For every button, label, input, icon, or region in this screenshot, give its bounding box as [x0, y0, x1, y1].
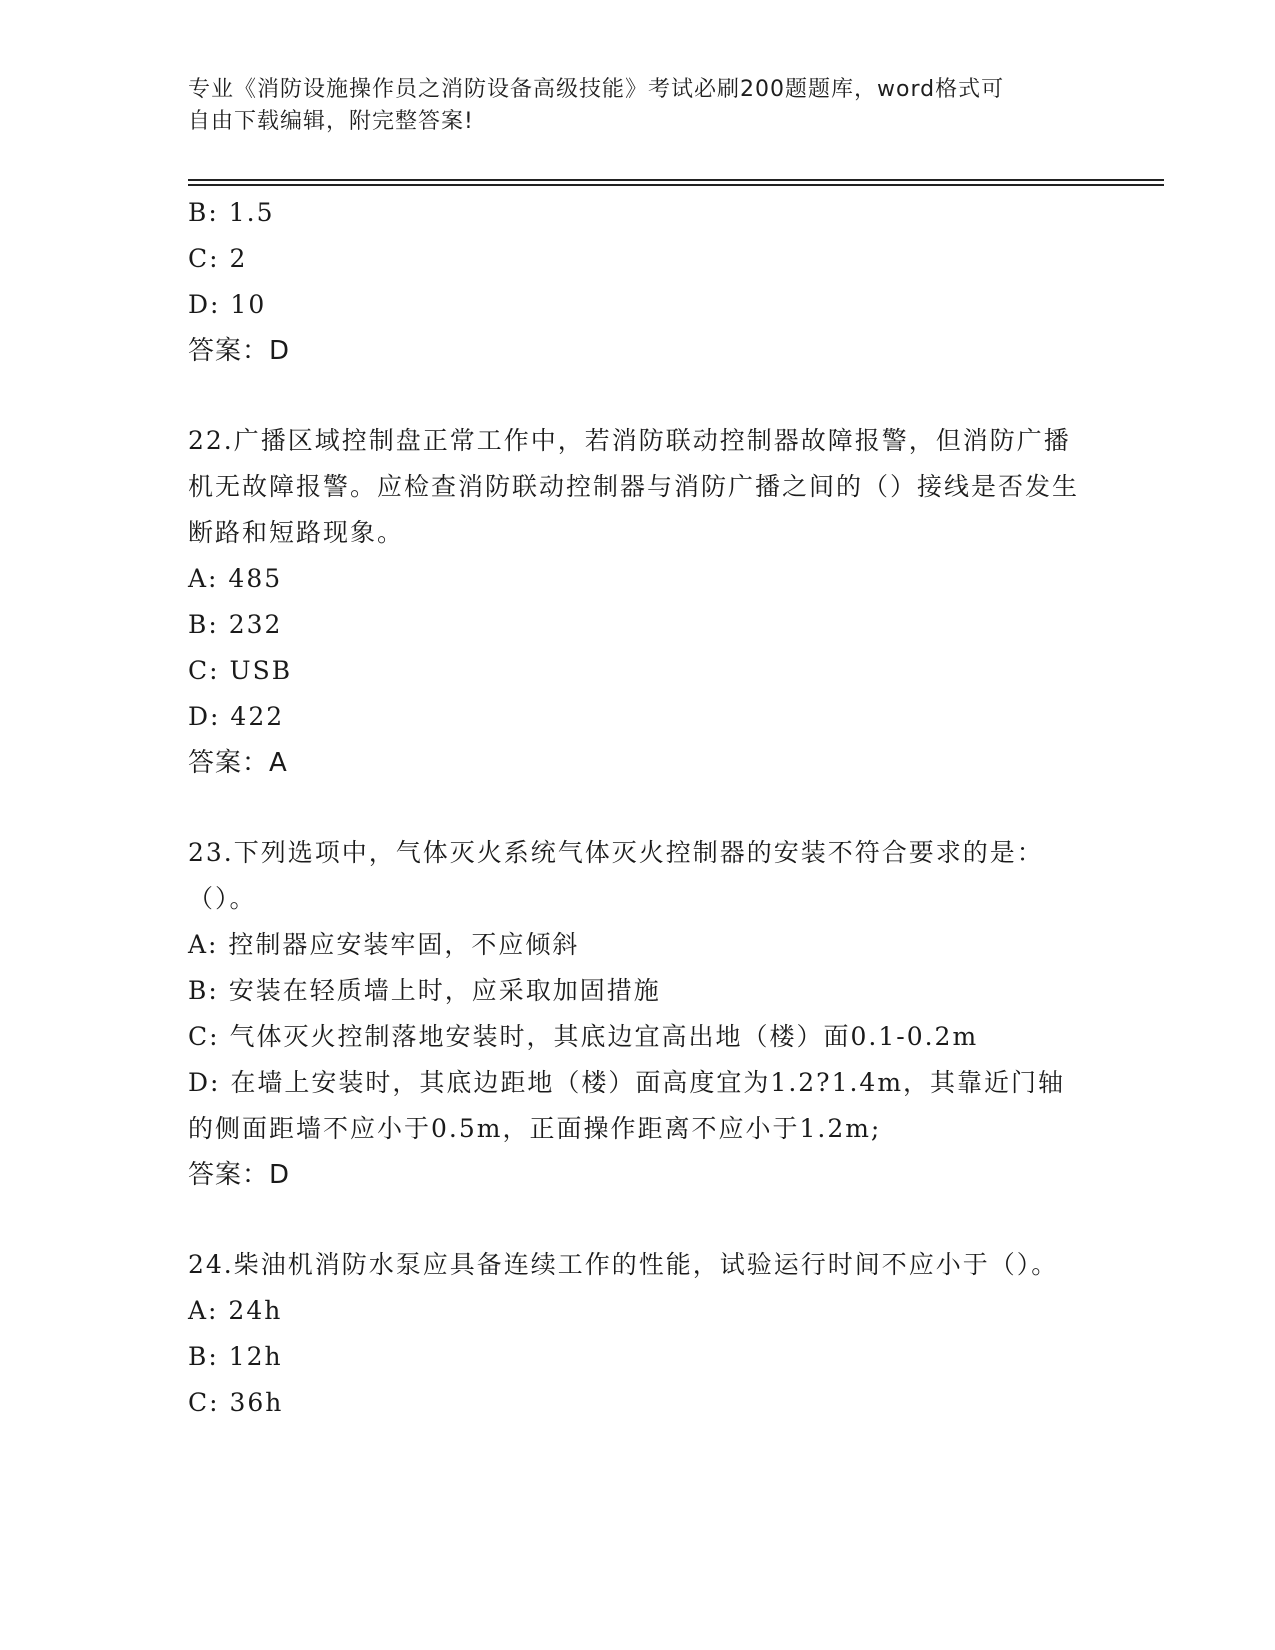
option-d: D: 422	[188, 702, 285, 731]
option-a: A: 485	[188, 564, 283, 593]
question-22	[188, 418, 1088, 786]
option-b: B: 232	[188, 610, 283, 639]
option-a: A: 控制器应安装牢固，不应倾斜	[188, 930, 580, 959]
question-21	[188, 190, 1088, 374]
option-c: C: 气体灭火控制落地安装时，其底边宜高出地（楼）面0.1-0.2m	[188, 1022, 979, 1051]
header-line-2: 自由下载编辑，附完整答案!	[188, 109, 474, 134]
question-23	[188, 830, 1088, 1198]
spacer	[188, 374, 1088, 418]
answer-line: 答案：A	[188, 748, 288, 778]
spacer	[188, 786, 1088, 830]
option-c: C: 2	[188, 244, 248, 273]
header-rule-top	[188, 179, 1164, 181]
question-list	[188, 190, 1088, 1426]
option-b: B: 12h	[188, 1342, 283, 1371]
header-line-1: 专业《消防设施操作员之消防设备高级技能》考试必刷200题题库，word格式可	[188, 77, 1005, 102]
question-stem: 23.下列选项中，气体灭火系统气体灭火控制器的安装不符合要求的是：（）。	[188, 838, 1044, 913]
option-a: A: 24h	[188, 1296, 283, 1325]
option-b: B: 安装在轻质墙上时，应采取加固措施	[188, 976, 661, 1005]
option-d: D: 10	[188, 290, 267, 319]
answer-line: 答案：D	[188, 336, 291, 366]
spacer	[188, 1198, 1088, 1242]
option-c: C: 36h	[188, 1388, 284, 1417]
answer-line: 答案：D	[188, 1160, 291, 1190]
question-stem: 22.广播区域控制盘正常工作中，若消防联动控制器故障报警，但消防广播机无故障报警。应检查消防联动控制器与消防广播之间的（）接线是否发生断路和短路现象。	[188, 426, 1080, 547]
option-d: D: 在墙上安装时，其底边距地（楼）面高度宜为1.2?1.4m，其靠近门轴的侧面距墙不应小于0.5m，正面操作距离不应小于1.2m;	[188, 1068, 1066, 1143]
option-c: C: USB	[188, 656, 293, 685]
question-stem: 24.柴油机消防水泵应具备连续工作的性能，试验运行时间不应小于（）。	[188, 1250, 1059, 1279]
question-24	[188, 1242, 1088, 1426]
page-header	[188, 74, 1088, 138]
header-rule-bottom	[188, 184, 1164, 186]
option-b: B: 1.5	[188, 198, 275, 227]
